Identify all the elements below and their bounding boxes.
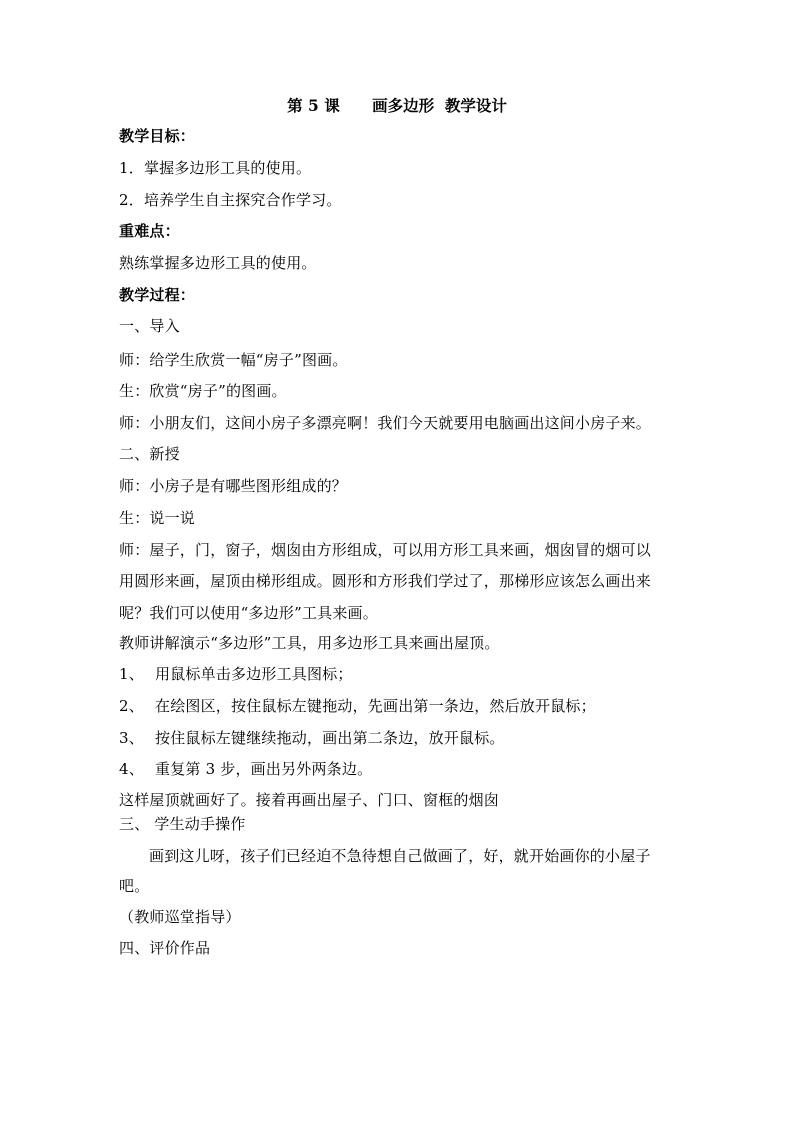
practice-line-2: 吧。 xyxy=(119,877,150,895)
intro-line-1: 师：给学生欣赏一幅“房子”图画。 xyxy=(119,351,348,369)
new-line-6: 教师讲解演示“多边形”工具，用多边形工具来画出屋顶。 xyxy=(119,634,500,652)
process-heading: 教学过程： xyxy=(119,286,196,304)
new-line-2: 生：说一说 xyxy=(119,509,196,527)
objectives-heading: 教学目标： xyxy=(119,127,196,145)
section-evaluate-title: 四、评价作品 xyxy=(119,939,211,957)
new-line-3: 师：屋子，门，窗子，烟囱由方形组成，可以用方形工具来画，烟囱冒的烟可以 xyxy=(119,541,652,559)
step-1-text: 用鼠标单击多边形工具图标； xyxy=(155,665,353,683)
step-3-text: 按住鼠标左键继续拖动，画出第二条边，放开鼠标。 xyxy=(155,729,505,747)
key-points-heading: 重难点： xyxy=(119,222,180,240)
intro-line-2: 生：欣赏“房子”的图画。 xyxy=(119,382,287,400)
section-intro-title: 一、导入 xyxy=(119,317,180,335)
section-new-title: 二、新授 xyxy=(119,445,180,463)
new-line-4: 用圆形来画，屋顶由梯形组成。圆形和方形我们学过了，那梯形应该怎么画出来 xyxy=(119,572,652,590)
step-2 xyxy=(119,696,596,716)
step-2-number: 2、 xyxy=(119,697,144,715)
step-1-number: 1、 xyxy=(119,665,144,683)
intro-line-3: 师：小朋友们，这间小房子多漂亮啊！我们今天就要用电脑画出这间小房子来。 xyxy=(119,414,652,432)
practice-line-3: （教师巡堂指导） xyxy=(119,908,241,926)
section-practice-title: 三、 学生动手操作 xyxy=(119,815,246,833)
new-line-1: 师：小房子是有哪些图形组成的？ xyxy=(119,477,348,495)
step-1 xyxy=(119,664,353,684)
step-4 xyxy=(119,759,372,779)
step-3-number: 3、 xyxy=(119,729,144,747)
step-4-text: 重复第 3 步，画出另外两条边。 xyxy=(155,760,373,778)
step-2-text: 在绘图区，按住鼠标左键拖动，先画出第一条边，然后放开鼠标； xyxy=(155,697,596,715)
objective-item-2: 2．培养学生自主探究合作学习。 xyxy=(119,191,342,209)
new-line-5: 呢？我们可以使用“多边形”工具来画。 xyxy=(119,604,378,622)
key-points-text: 熟练掌握多边形工具的使用。 xyxy=(119,254,317,272)
objective-item-1: 1．掌握多边形工具的使用。 xyxy=(119,159,312,177)
step-4-number: 4、 xyxy=(119,760,144,778)
practice-line-1: 画到这儿呀，孩子们已经迫不急待想自己做画了，好，就开始画你的小屋子 xyxy=(149,847,651,865)
page-title: 第 5 课 画多边形 教学设计 xyxy=(287,96,507,115)
step-3 xyxy=(119,728,505,748)
new-closing: 这样屋顶就画好了。接着再画出屋子、门口、窗框的烟囱 xyxy=(119,791,500,809)
